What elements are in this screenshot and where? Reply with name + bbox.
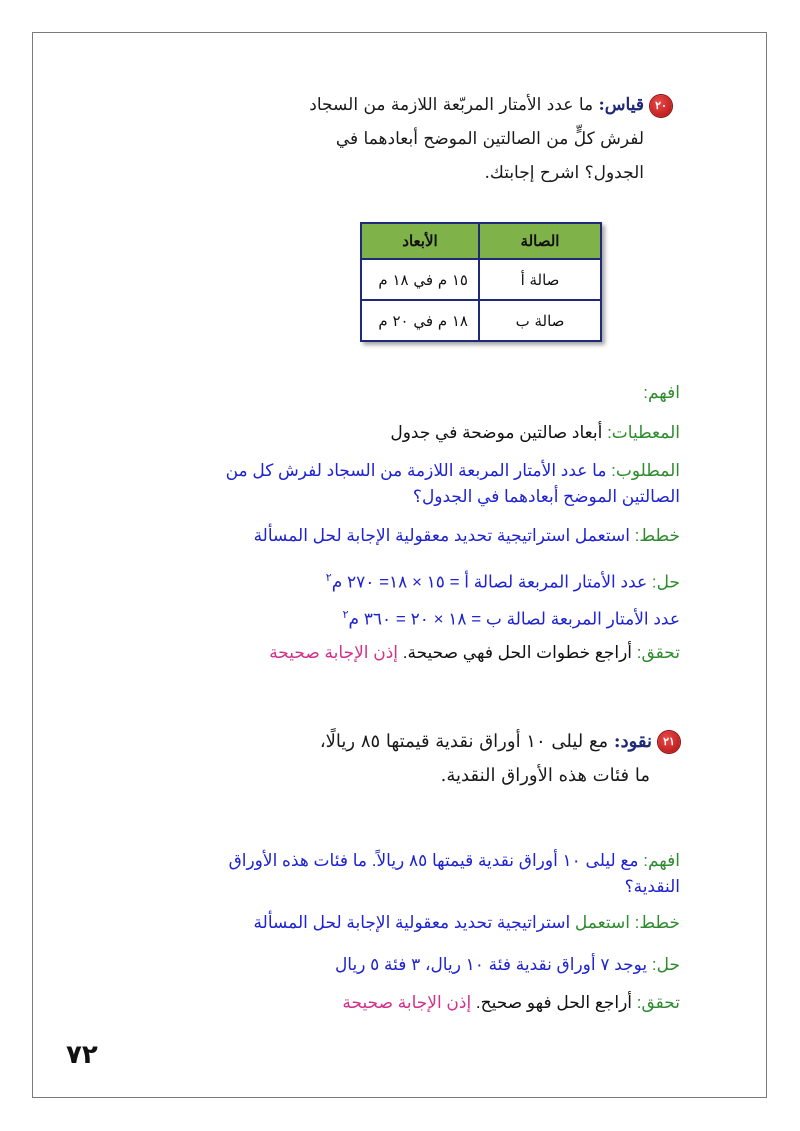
solve-label: حل: — [651, 572, 680, 592]
check-text: أراجع خطوات الحل فهي صحيحة. — [402, 643, 633, 662]
plan-21-text-blue: استراتيجية تحديد معقولية الإجابة لحل المسألة — [253, 913, 571, 932]
table-row — [361, 259, 601, 300]
understand-21-block — [120, 848, 680, 900]
understand-21-label: افهم: — [643, 851, 680, 870]
table-cell-hall: صالة أ — [479, 259, 601, 300]
check-21-line — [342, 990, 680, 1016]
given-text: أبعاد صالتين موضحة في جدول — [390, 423, 603, 442]
required-label: المطلوب: — [611, 461, 680, 480]
table-cell-hall: صالة ب — [479, 300, 601, 341]
plan-label: خطط: — [634, 526, 680, 545]
page-number: ٧٢ — [66, 1040, 98, 1070]
square-superscript: ٢ — [325, 572, 332, 584]
problem-21-number-badge: ٢١ — [658, 731, 680, 753]
required-text-1: ما عدد الأمتار المربعة اللازمة من السجاد لفرش كل من — [225, 461, 607, 480]
solve-text-2: عدد الأمتار المربعة لصالة ب = ١٨ × ٢٠ = ٣٦٠ م — [348, 609, 680, 629]
plan-21-line — [254, 910, 680, 936]
given-label: المعطيات: — [607, 423, 680, 442]
problem-20 — [152, 88, 672, 190]
problem-20-text-3: الجدول؟ اشرح إجابتك. — [484, 163, 644, 183]
check-line — [269, 640, 680, 666]
solve-line-1 — [326, 565, 680, 596]
problem-20-keyword: قياس: — [598, 95, 644, 115]
check-21-text: أراجع الحل فهو صحيح. — [475, 993, 633, 1012]
given-line — [390, 420, 680, 446]
problem-20-text-1: ما عدد الأمتار المربّعة اللازمة من السجاد — [309, 95, 594, 115]
table-header-dimensions: الأبعاد — [361, 223, 479, 259]
table-row — [361, 300, 601, 341]
problem-21-text-1: مع ليلى ١٠ أوراق نقدية قيمتها ٨٥ ريالًا، — [319, 731, 609, 752]
problem-20-text-2: لفرش كلٍّ من الصالتين الموضح أبعادهما في — [335, 129, 644, 149]
problem-21 — [120, 725, 680, 793]
table-header-row — [361, 223, 601, 259]
required-block — [120, 458, 680, 510]
problem-21-keyword: نقود: — [613, 731, 652, 752]
check-21-conclusion: إذن الإجابة صحيحة — [342, 993, 472, 1012]
table-cell-dimensions: ١٨ م في ٢٠ م — [361, 300, 479, 341]
square-superscript: ٢ — [342, 609, 349, 621]
solve-21-label: حل: — [651, 955, 680, 974]
problem-21-text-2: ما فئات هذه الأوراق النقدية. — [440, 765, 650, 786]
plan-line — [254, 523, 680, 549]
understand-21-text-1: مع ليلى ١٠ أوراق نقدية قيمتها ٨٥ ريالاً. ما فئات هذه الأوراق — [228, 851, 639, 870]
plan-21-label: خطط: — [634, 913, 680, 932]
understand-21-text-2: النقدية؟ — [624, 877, 680, 896]
dimensions-table — [360, 222, 602, 342]
plan-text: استعمل استراتيجية تحديد معقولية الإجابة لحل المسألة — [253, 526, 630, 545]
problem-20-number-badge: ٢٠ — [650, 95, 672, 117]
check-label: تحقق: — [636, 643, 680, 662]
solve-21-line — [335, 952, 680, 978]
solve-text-1: عدد الأمتار المربعة لصالة أ = ١٥ × ١٨= ٢٧٠ م — [331, 572, 648, 592]
solve-21-text: يوجد ٧ أوراق نقدية فئة ١٠ ريال، ٣ فئة ٥ ريال — [334, 955, 648, 974]
table-header-hall: الصالة — [479, 223, 601, 259]
problem-20-line-1 — [152, 88, 672, 122]
understand-label: افهم: — [643, 383, 680, 402]
table-cell-dimensions: ١٥ م في ١٨ م — [361, 259, 479, 300]
solve-line-2 — [343, 602, 680, 633]
check-21-label: تحقق: — [636, 993, 680, 1012]
plan-21-text-green: استعمل — [574, 913, 630, 932]
check-conclusion: إذن الإجابة صحيحة — [269, 643, 398, 662]
problem-21-line-1 — [120, 725, 680, 759]
required-text-2: الصالتين الموضح أبعادهما في الجدول؟ — [412, 487, 680, 506]
